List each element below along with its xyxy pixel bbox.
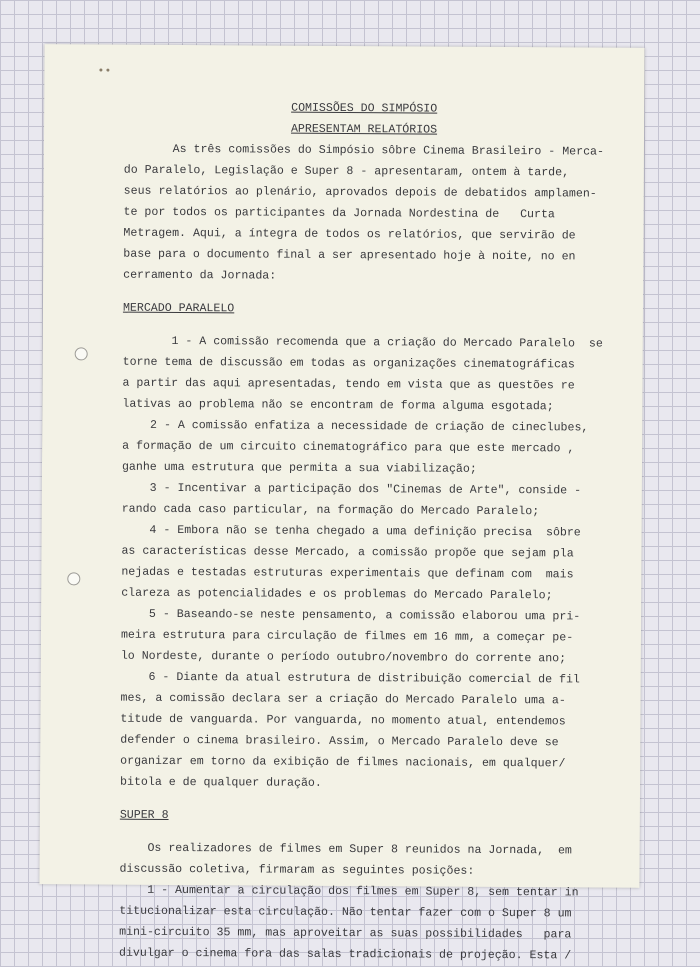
text-line: 3 - Incentivar a participação dos "Cinemas de Arte", conside -	[121, 481, 582, 498]
section-super-8	[119, 838, 600, 967]
text-line: Os realizadores de filmes em Super 8 reunidos na Jornada, em	[119, 841, 572, 858]
pin-mark	[106, 69, 109, 72]
text-line: As três comissões do Simpósio sôbre Cinema Brasileiro - Merca-	[123, 142, 605, 159]
text-line: base para o documento final a ser apresentado hoje à noite, no en	[123, 247, 576, 264]
text-line: 6 - Diante da atual estrutura de distribuição comercial de fil	[120, 670, 580, 687]
text-line: Metragem. Aqui, a íntegra de todos os relatórios, que servirão de	[123, 226, 576, 243]
text-line: 4 - Embora não se tenha chegado a uma definição precisa sôbre	[121, 523, 581, 540]
text-line: defender o cinema brasileiro. Assim, o Mercado Paralelo deve se	[120, 733, 559, 750]
text-line: divulgar o cinema fora das salas tradicionais de projeção. Esta /	[118, 946, 572, 963]
text-line: 5 - Baseando-se neste pensamento, a comissão elaborou uma pri-	[121, 607, 581, 624]
text-line: a formação de um circuito cinematográfico para que este mercado ,	[122, 439, 575, 456]
section-title-super-8: SUPER 8	[119, 808, 169, 822]
text-line: cerramento da Jornada:	[123, 268, 277, 283]
text-line: titucionalizar esta circulação. Não tentar fazer com o Super 8 um	[119, 904, 572, 921]
punch-hole	[75, 347, 88, 360]
text-line: mes, a comissão declara ser a criação do Mercado Paralelo uma a-	[120, 691, 566, 708]
intro-paragraph	[123, 139, 604, 289]
text-line: lo Nordeste, durante o período outubro/novembro do corrente ano;	[120, 649, 567, 666]
text-line: do Paralelo, Legislação e Super 8 - apresentaram, ontem à tarde,	[123, 163, 570, 180]
text-line: nejadas e testadas estruturas experimentais que definam com mais	[121, 565, 574, 582]
text-line: bitola e de qualquer duração.	[120, 775, 322, 790]
text-line: titude de vanguarda. Por vanguarda, no momento atual, entendemos	[120, 712, 566, 729]
text-line: torne tema de discussão em todas as organizações cinematográficas	[122, 355, 575, 372]
punch-hole	[67, 572, 80, 585]
text-line: seus relatórios ao plenário, aprovados depois de debatidos amplamen-	[123, 184, 597, 201]
text-line: 1 - Aumentar a circulação dos filmes em Super 8, sem tentar in	[119, 883, 579, 900]
typed-text	[119, 97, 604, 967]
document-subtitle: APRESENTAM RELATÓRIOS	[290, 122, 438, 137]
text-line: meira estrutura para circulação de filmes em 16 mm, a começar pe-	[120, 628, 574, 645]
section-title-mercado-paralelo: MERCADO PARALELO	[122, 301, 235, 316]
document-page	[39, 44, 644, 963]
pin-mark	[99, 69, 102, 72]
text-line: ganhe uma estrutura que permita a sua viabilização;	[121, 460, 477, 476]
text-line: as características desse Mercado, a comissão propõe que sejam pla	[121, 544, 574, 561]
text-line: a partir das aqui apresentadas, tendo em vista que as questões re	[122, 376, 575, 393]
text-line: 1 - A comissão recomenda que a criação do Mercado Paralelo se	[122, 334, 603, 351]
document-title: COMISSÕES DO SIMPÓSIO	[291, 101, 438, 116]
text-line: rando cada caso particular, na formação do Mercado Paralelo;	[121, 502, 540, 519]
text-line: lativas ao problema não se encontram de forma alguma esgotada;	[122, 397, 554, 414]
text-line: discussão coletiva, firmaram as seguintes posições:	[119, 862, 475, 878]
text-line: mini-circuito 35 mm, mas aproveitar as suas possibilidades para	[119, 925, 572, 942]
text-line: te por todos os participantes da Jornada Nordestina de Curta	[123, 205, 555, 222]
text-line: organizar em torno da exibição de filmes nacionais, em qualquer/	[120, 754, 566, 771]
text-line: clareza as potencialidades e os problemas do Mercado Paralelo;	[121, 586, 553, 603]
text-line: 2 - A comissão enfatiza a necessidade de criação de cineclubes,	[122, 418, 589, 435]
section-mercado-paralelo	[120, 331, 603, 796]
